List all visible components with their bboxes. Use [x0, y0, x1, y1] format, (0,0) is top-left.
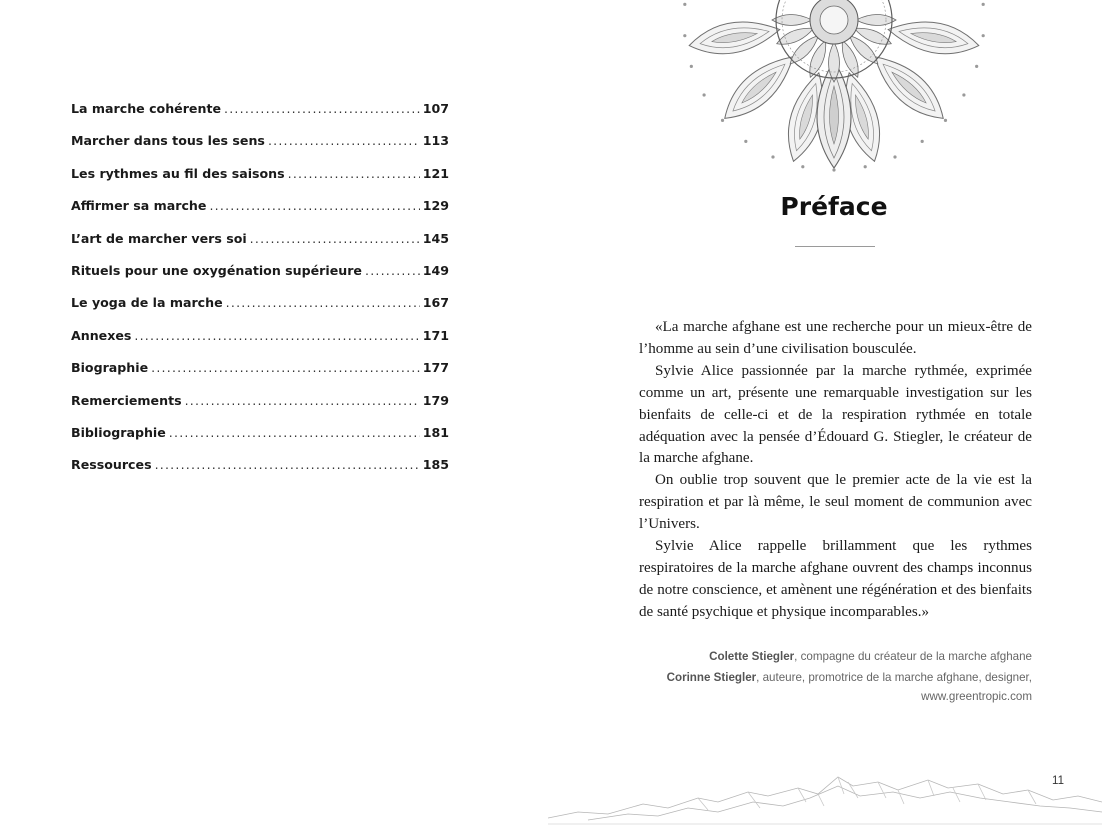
toc-entry-title: Marcher dans tous les sens	[71, 133, 265, 149]
mandala-inner-petal	[772, 15, 812, 26]
website-link[interactable]: www.greentropic.com	[921, 690, 1032, 703]
mandala-bead	[893, 155, 896, 158]
mandala-bead	[864, 165, 867, 168]
mandala-bead	[702, 93, 705, 96]
mandala-inner-petal	[856, 15, 896, 26]
toc-page-number: 129	[422, 198, 449, 214]
toc-page-number: 107	[422, 101, 449, 116]
mandala-bead	[962, 93, 965, 96]
toc-entry[interactable]	[71, 457, 449, 489]
toc-leader-dots	[155, 457, 420, 472]
toc-entry-title: Les rythmes au fil des saisons	[71, 165, 285, 181]
toc-leader-dots	[268, 133, 420, 148]
preface-credits	[600, 647, 1032, 705]
toc-page-number: 167	[422, 295, 449, 311]
toc-entry[interactable]	[71, 231, 449, 263]
toc-leader-dots	[365, 263, 420, 278]
toc-leader-dots	[134, 328, 419, 343]
toc-leader-dots	[185, 393, 420, 408]
table-of-contents	[71, 101, 449, 490]
toc-entry-title: Bibliographie	[71, 424, 166, 440]
toc-entry[interactable]	[71, 425, 449, 457]
mandala-bead	[982, 34, 985, 37]
toc-leader-dots	[169, 425, 420, 440]
credit-role: , compagne du créateur de la marche afghane	[794, 650, 1032, 663]
toc-page-number: 181	[422, 424, 449, 440]
toc-leader-dots	[151, 360, 420, 375]
toc-entry[interactable]	[71, 393, 449, 425]
toc-entry-title: L’art de marcher vers soi	[71, 230, 247, 246]
toc-entry-title: Rituels pour une oxygénation supérieure	[71, 262, 362, 278]
page-title: Préface	[780, 192, 888, 221]
mandala-illustration	[676, 0, 992, 172]
mandala-bead	[944, 119, 947, 122]
mountain-ridge-back	[588, 786, 1102, 820]
credit-name: Corinne Stiegler	[666, 671, 757, 684]
mandala-bead	[721, 119, 724, 122]
mountain-range-illustration	[548, 768, 1102, 826]
preface-paragraph: On oublie trop souvent que le premier acte de la vie est la respiration et par là même, le seul moment de communion avec l’Univers.	[639, 472, 1032, 533]
mandala-core-inner	[820, 6, 848, 34]
mandala-bead	[975, 65, 978, 68]
toc-entry-title: Le yoga de la marche	[71, 295, 223, 311]
toc-entry[interactable]	[71, 263, 449, 295]
mandala-bead	[683, 3, 686, 6]
toc-entry[interactable]	[71, 328, 449, 360]
toc-leader-dots	[209, 198, 419, 213]
toc-entry-title: Annexes	[71, 327, 132, 343]
toc-leader-dots	[250, 231, 420, 246]
toc-entry-title: Affirmer sa marche	[71, 198, 207, 214]
mandala-bead	[982, 3, 985, 6]
credit-name: Colette Stiegler	[709, 650, 795, 663]
toc-leader-dots	[224, 101, 420, 116]
toc-entry[interactable]	[71, 295, 449, 327]
toc-entry-title: Biographie	[71, 360, 149, 376]
toc-entry-title: Ressources	[71, 457, 152, 473]
mandala-bead	[771, 155, 774, 158]
mandala-bead	[744, 140, 747, 143]
toc-page-number: 145	[422, 230, 449, 246]
toc-page-number: 179	[422, 392, 449, 408]
preface-paragraph: Sylvie Alice passionnée par la marche rythmée, exprimée comme un art, présente une remarquable investigation sur les bienfaits de celle-ci et de la respiration rythmée en totale adéquation avec la pensée d’Édouard G. Stiegler, le créateur de la marche afghane.	[639, 362, 1032, 467]
toc-page-number: 171	[422, 327, 449, 343]
toc-entry[interactable]	[71, 133, 449, 165]
mandala-bead	[801, 165, 804, 168]
toc-leader-dots	[226, 295, 420, 310]
toc-page-number: 113	[422, 133, 449, 149]
credit-role: , auteure, promotrice de la marche afghane, designer,	[756, 671, 1032, 684]
preface-text	[639, 317, 1032, 624]
mandala-bead	[690, 65, 693, 68]
mandala-bead	[683, 34, 686, 37]
toc-entry[interactable]	[71, 166, 449, 198]
toc-entry[interactable]	[71, 101, 449, 133]
toc-entry[interactable]	[71, 198, 449, 230]
page-number: 11	[1052, 775, 1064, 787]
credit-line	[600, 647, 1032, 667]
credit-line	[600, 668, 1032, 688]
toc-leader-dots	[288, 166, 420, 181]
mountain-ridge-front	[548, 777, 1102, 818]
mandala-bead	[921, 140, 924, 143]
mountain-shading	[698, 777, 1036, 810]
toc-entry-title: La marche cohérente	[71, 101, 221, 116]
toc-page-number: 185	[422, 457, 449, 473]
toc-page-number: 149	[422, 262, 449, 278]
preface-paragraph: Sylvie Alice rappelle brillamment que les rythmes respiratoires de la marche afghane ouvrent des champs inconnus de notre conscience, et amènent une régénération et des bienfaits de santé psychique et physique incomparables.»	[639, 538, 1032, 620]
toc-entry-title: Remerciements	[71, 392, 182, 408]
preface-paragraph: «La marche afghane est une recherche pour un mieux-être de l’homme au sein d’une civilisation bousculée.	[639, 319, 1032, 357]
toc-entry[interactable]	[71, 360, 449, 392]
title-divider	[795, 246, 875, 247]
toc-page-number: 121	[422, 165, 449, 181]
toc-page-number: 177	[422, 360, 449, 376]
mandala-bead	[832, 168, 835, 171]
